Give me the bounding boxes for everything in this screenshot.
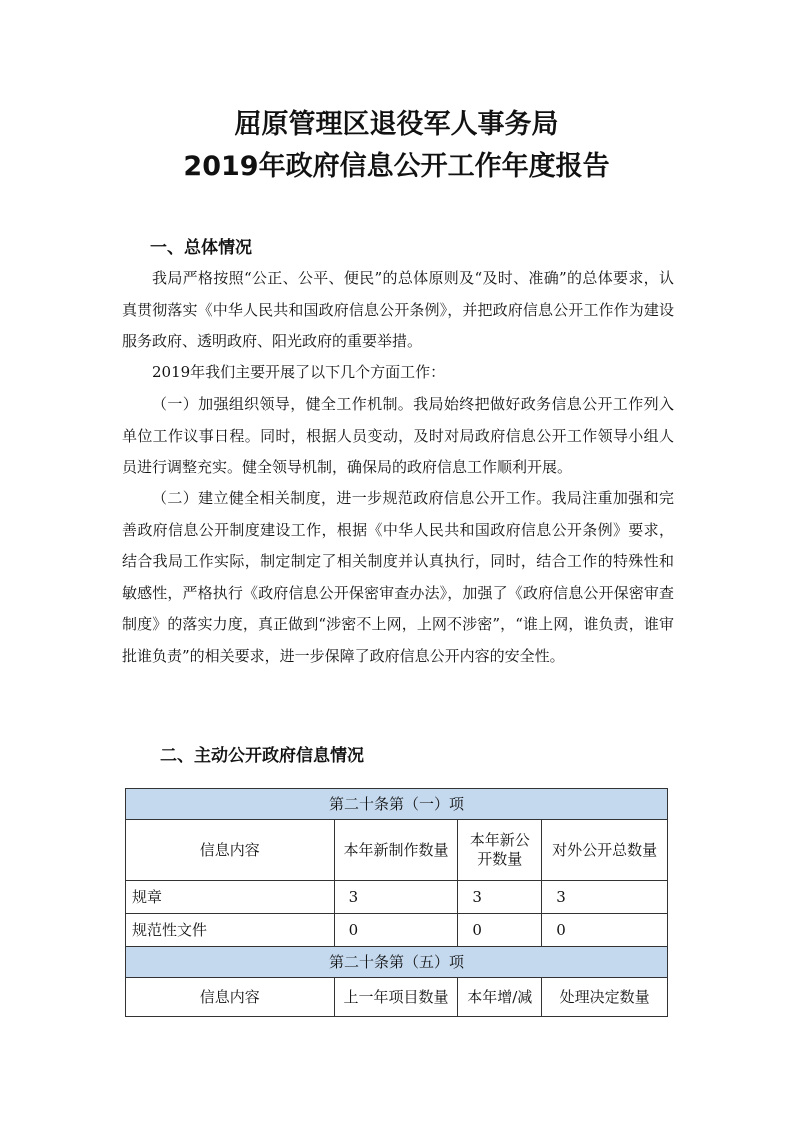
section2-heading: 二、主动公开政府信息情况 [160,746,364,766]
column-header: 信息内容 [126,820,335,881]
table-cell: 规章 [126,881,335,914]
table-section-row [126,947,668,978]
table-section-row [126,789,668,820]
table-cell: 0 [458,914,542,947]
section-a-title: 第二十条第（一）项 [126,789,668,820]
column-header: 上一年项目数量 [334,978,458,1017]
section1-paragraph-1: 我局严格按照“公正、公平、便民”的总体原则及“及时、准确”的总体要求，认真贯彻落实《中华人民共和国政府信息公开条例》，并把政府信息公开工作作为建设服务政府、透明政府、阳光政府的重要举措。 [122,269,674,350]
table-cell: 0 [542,914,668,947]
column-header: 信息内容 [126,978,335,1017]
table-cell: 规范性文件 [126,914,335,947]
report-title-line1: 屈原管理区退役军人事务局 [234,109,559,140]
table-cell: 0 [334,914,458,947]
table-header-row [126,978,668,1017]
section1-paragraph-4: （二）建立健全相关制度，进一步规范政府信息公开工作。我局注重加强和完善政府信息公开制度建设工作，根据《中华人民共和国政府信息公开条例》要求，结合我局工作实际，制定制定了相关制度并认真执行，同时，结合工作的特殊性和敏感性，严格执行《政府信息公开保密审查办法》，加强了《政府信息公开保密审查制度》的落实力度，真正做到“涉密不上网，上网不涉密”，“谁上网，谁负责，谁审批谁负责”的相关要求，进一步保障了政府信息公开内容的安全性。 [122,489,674,665]
table-header-row [126,820,668,881]
section-b-title: 第二十条第（五）项 [126,947,668,978]
table-cell: 3 [542,881,668,914]
column-header: 本年增/减 [458,978,542,1017]
section1-heading: 一、总体情况 [150,238,252,258]
table-cell: 3 [458,881,542,914]
table-row [126,881,668,914]
section1-paragraph-2: 2019年我们主要开展了以下几个方面工作： [152,363,446,381]
table-cell: 3 [334,881,458,914]
column-header: 对外公开总数量 [542,820,668,881]
column-header: 处理决定数量 [542,978,668,1017]
table-row [126,914,668,947]
disclosure-table [125,788,668,1017]
column-header: 本年新制作数量 [334,820,458,881]
section1-paragraph-3: （一）加强组织领导，健全工作机制。我局始终把做好政务信息公开工作列入单位工作议事日程。同时，根据人员变动，及时对局政府信息公开工作领导小组人员进行调整充实。健全领导机制，确保局的政府信息工作顺利开展。 [122,395,674,476]
column-header: 本年新公开数量 [458,820,542,881]
report-title-line2: 2019年政府信息公开工作年度报告 [183,151,610,182]
